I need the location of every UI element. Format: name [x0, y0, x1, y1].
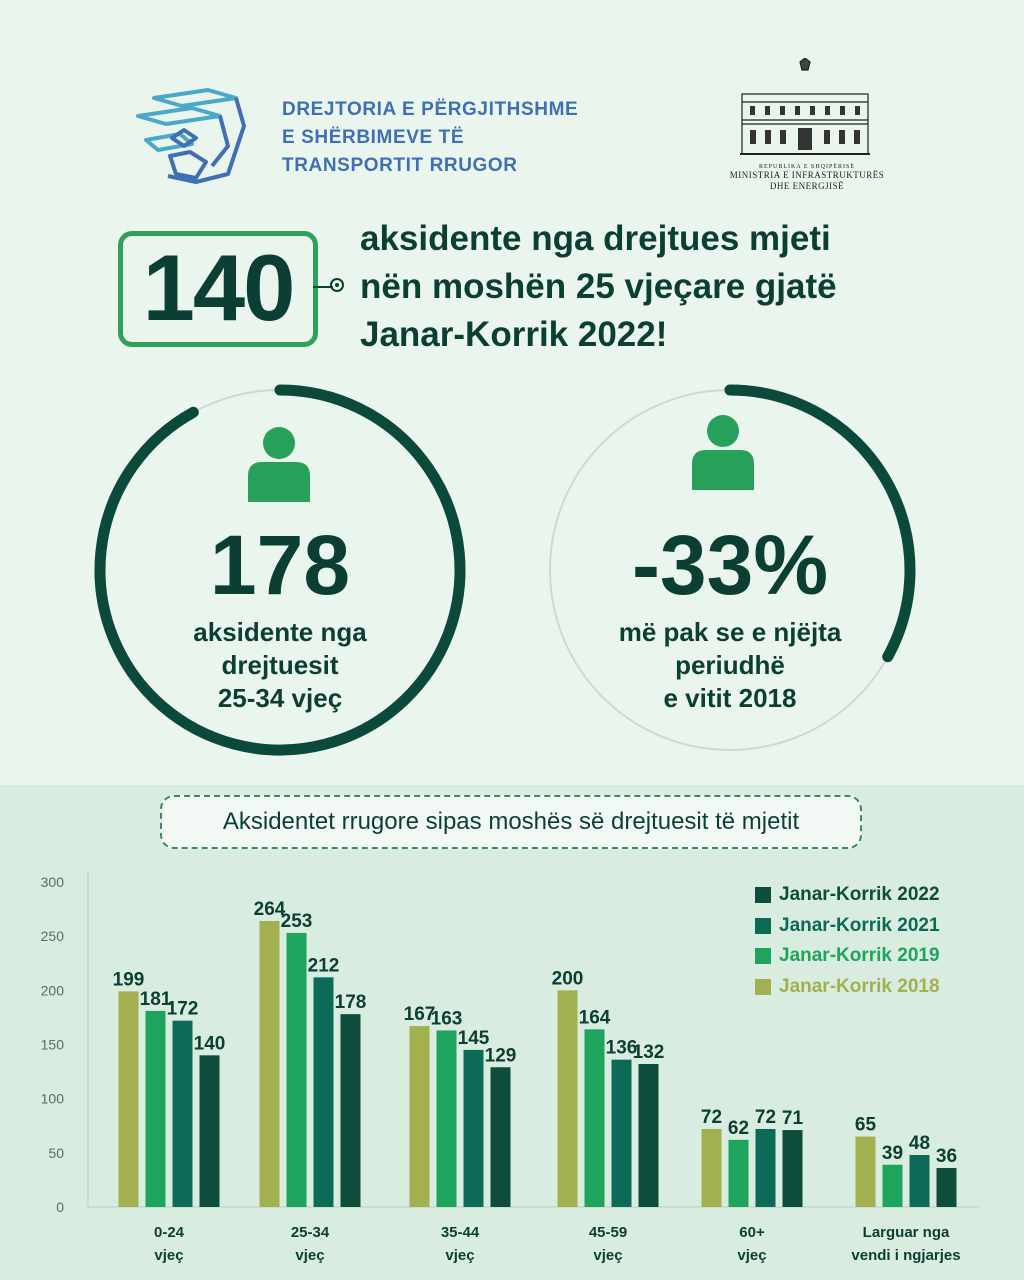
legend-item	[755, 911, 940, 942]
x-category-label: 60+	[739, 1224, 765, 1241]
bar-value-label: 71	[781, 1108, 804, 1130]
chart-legend	[755, 880, 940, 1002]
legend-swatch	[755, 918, 771, 934]
ministry-line-1: MINISTRIA E INFRASTRUKTURËS	[729, 170, 885, 180]
legend-item	[755, 880, 940, 911]
bar	[729, 1140, 749, 1207]
bar-value-label: 178	[334, 992, 367, 1014]
y-tick-label: 50	[48, 1144, 64, 1161]
ministry-name	[712, 164, 902, 192]
legend-swatch	[755, 948, 771, 964]
bar	[639, 1064, 659, 1207]
bar	[783, 1130, 803, 1207]
bar-value-label: 172	[166, 998, 199, 1020]
person-icon	[246, 426, 312, 502]
bar	[491, 1067, 511, 1207]
bar-value-label: 200	[551, 968, 584, 990]
bar	[437, 1030, 457, 1207]
legend-item	[755, 972, 940, 1003]
bar-value-label: 129	[484, 1045, 517, 1067]
bar	[173, 1021, 193, 1207]
headline-number: 140	[142, 235, 294, 340]
bar	[260, 921, 280, 1207]
stat-label-right-3: e vitit 2018	[663, 683, 797, 713]
stat-circle-right	[540, 380, 920, 760]
stat-circle-left	[90, 380, 470, 760]
x-category-label: vjeç	[445, 1247, 475, 1264]
x-category-label: vjeç	[593, 1247, 623, 1264]
x-category-label: vjeç	[154, 1247, 184, 1264]
bar-value-label: 72	[700, 1107, 723, 1128]
bar-value-label: 132	[632, 1042, 665, 1063]
y-tick-label: 150	[40, 1036, 64, 1053]
legend-label: Janar-Korrik 2019	[779, 945, 940, 967]
x-category-label: vjeç	[737, 1247, 767, 1264]
org-line-2: E SHËRBIMEVE TË	[282, 127, 465, 148]
bar	[756, 1129, 776, 1207]
bar-value-label: 72	[754, 1107, 777, 1128]
bar-value-label: 62	[727, 1117, 750, 1139]
bar	[119, 991, 139, 1207]
x-category-label: vendi i ngjarjes	[851, 1247, 961, 1264]
ministry-line-2: DHE ENERGJISË	[769, 181, 845, 191]
y-tick-label: 300	[40, 874, 64, 890]
bar-value-label: 136	[605, 1037, 638, 1059]
legend-swatch	[755, 979, 771, 995]
bar-value-label: 164	[578, 1007, 611, 1029]
bar-value-label: 39	[881, 1142, 904, 1164]
bar	[314, 977, 334, 1207]
ministry-republic: REPUBLIKA E SHQIPËRISË	[758, 164, 855, 170]
y-tick-label: 0	[56, 1199, 64, 1215]
y-tick-label: 100	[40, 1090, 64, 1107]
org-line-3: TRANSPORTIT RRUGOR	[282, 155, 518, 176]
bar	[702, 1129, 722, 1207]
bar-value-label: 48	[908, 1133, 931, 1154]
legend-label: Janar-Korrik 2022	[779, 884, 940, 906]
headline-line-3: Janar-Korrik 2022!	[360, 315, 668, 354]
stat-label-left-3: 25-34 vjeç	[217, 683, 343, 713]
person-icon	[690, 414, 756, 490]
x-category-label: 45-59	[588, 1224, 628, 1241]
bar-value-label: 36	[935, 1146, 958, 1167]
x-category-label: 35-44	[440, 1224, 480, 1241]
bar	[287, 933, 307, 1207]
x-category-label: 25-34	[290, 1224, 330, 1241]
x-category-label: 0-24	[153, 1224, 185, 1241]
bar	[910, 1155, 930, 1207]
x-category-label: vjeç	[295, 1247, 325, 1264]
headline-dot-icon	[330, 278, 344, 292]
bar	[341, 1014, 361, 1207]
bar	[856, 1137, 876, 1207]
bar-chart	[0, 785, 1024, 1280]
legend-swatch	[755, 887, 771, 903]
ministry-building-icon	[738, 58, 872, 158]
bar-value-label: 181	[139, 988, 172, 1010]
bar-value-label: 264	[253, 899, 286, 920]
legend-label: Janar-Korrik 2021	[779, 914, 940, 936]
stat-label-right-1: më pak se e njëjta	[618, 617, 842, 647]
bar	[937, 1168, 957, 1207]
bar	[410, 1026, 430, 1207]
x-category-label: Larguar nga	[862, 1224, 950, 1241]
bar-value-label: 140	[193, 1033, 226, 1055]
bar-value-label: 199	[112, 969, 145, 991]
org-line-1: DREJTORIA E PËRGJITHSHME	[282, 99, 579, 120]
chart-title: Aksidentet rrugore sipas moshës së drejtuesit të mjetit	[160, 795, 862, 849]
headline-line-2: nën moshën 25 vjeçare gjatë	[360, 267, 837, 306]
bar-value-label: 253	[280, 910, 313, 932]
bar-value-label: 167	[403, 1004, 436, 1026]
bar	[146, 1011, 166, 1207]
legend-label: Janar-Korrik 2018	[779, 975, 940, 997]
bar	[585, 1029, 605, 1207]
y-tick-label: 250	[40, 928, 64, 945]
bar-value-label: 212	[307, 955, 340, 977]
bar-value-label: 65	[854, 1114, 877, 1136]
headline-number-box	[118, 231, 318, 347]
bar	[558, 990, 578, 1207]
dpshtrr-logo-icon	[136, 86, 251, 186]
bar	[464, 1050, 484, 1207]
bar-value-label: 145	[457, 1027, 490, 1049]
legend-item	[755, 941, 940, 972]
org-name	[282, 96, 602, 180]
y-tick-label: 200	[40, 982, 64, 999]
headline-text	[360, 215, 960, 359]
headline-line-1: aksidente nga drejtues mjeti	[360, 219, 831, 258]
bar-value-label: 163	[430, 1008, 463, 1030]
stat-label-left-1: aksidente nga	[193, 617, 367, 647]
bar	[612, 1060, 632, 1207]
bar	[883, 1165, 903, 1207]
stat-label-left-2: drejtuesit	[221, 650, 339, 680]
bar	[200, 1055, 220, 1207]
stat-value-right: -33%	[631, 518, 829, 612]
stat-label-right-2: periudhë	[675, 650, 785, 680]
stat-value-left: 178	[209, 518, 351, 612]
